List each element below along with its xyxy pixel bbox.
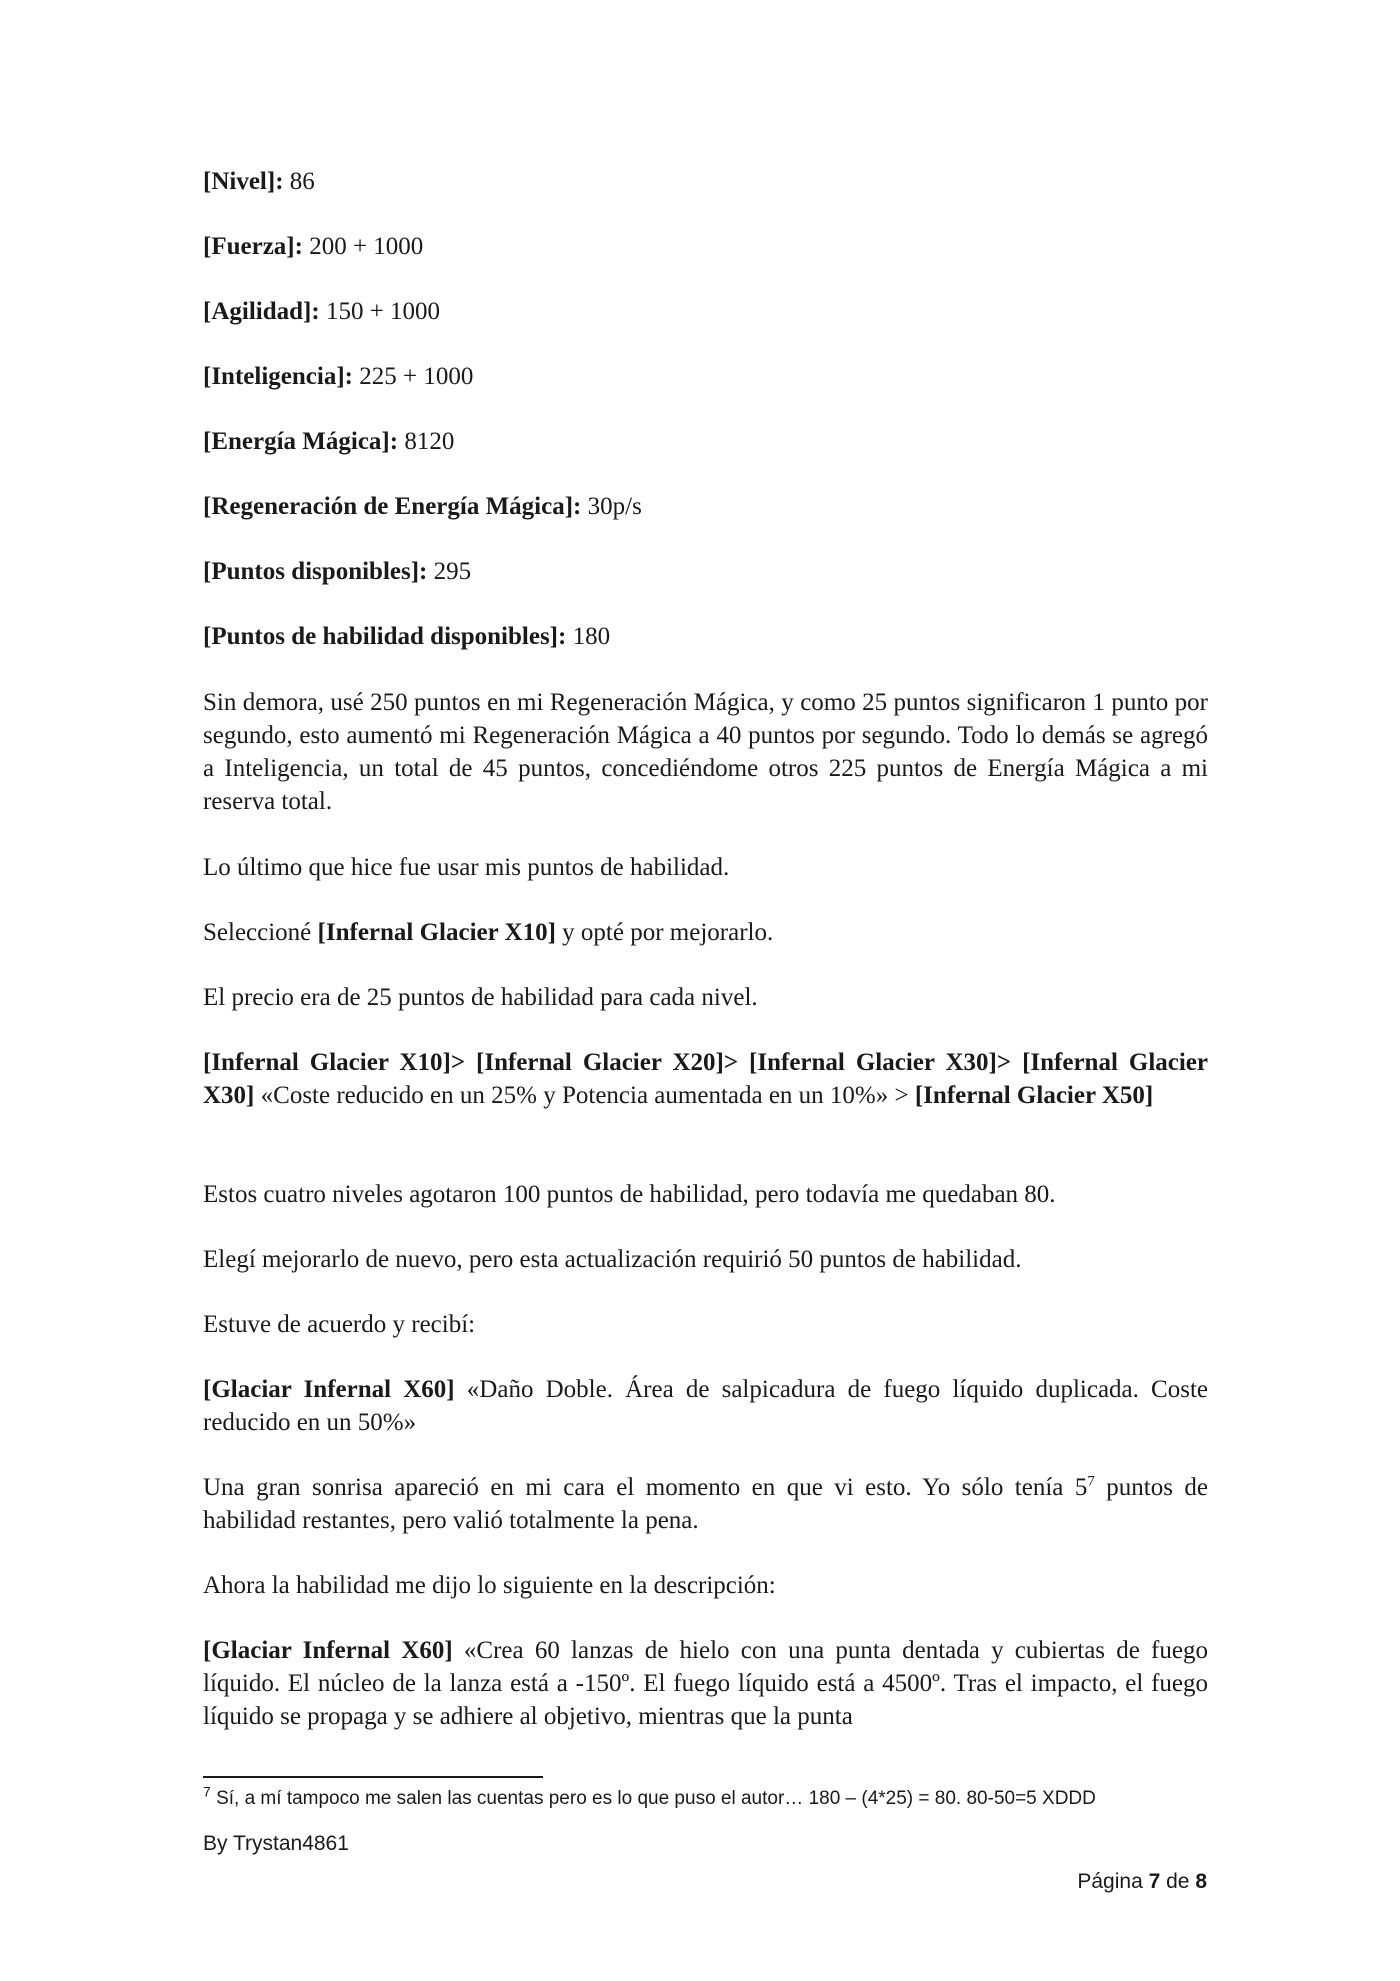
footnote-separator	[203, 1776, 543, 1778]
stat-puntos-disponibles: [Puntos disponibles]: 295	[203, 558, 472, 585]
footnote-reference: 7	[1087, 1473, 1095, 1490]
stat-puntos-habilidad: [Puntos de habilidad disponibles]: 180	[203, 623, 611, 650]
page-number: Página 7 de 8	[1077, 1870, 1207, 1893]
paragraph-acuerdo: Estuve de acuerdo y recibí:	[203, 1311, 476, 1338]
paragraph-glaciar-descripcion: [Glaciar Infernal X60] «Crea 60 lanzas de hielo con una punta dentada y cubiertas de fuego líquido. El núcleo de la lanza está a -150º. El fuego líquido está a 4500º. Tras el impacto, el fuego líquido se propaga y se adhiere al objetivo, mientras que la punta	[203, 1637, 1208, 1730]
stat-nivel: [Nivel]: 86	[203, 168, 315, 195]
author-byline: By Trystan4861	[203, 1832, 349, 1855]
stat-fuerza: [Fuerza]: 200 + 1000	[203, 233, 424, 260]
paragraph-descripcion: Ahora la habilidad me dijo lo siguiente en la descripción:	[203, 1572, 776, 1599]
paragraph-seleccion: Seleccioné [Infernal Glacier X10] y opté por mejorarlo.	[203, 919, 774, 946]
paragraph-actualizacion: Elegí mejorarlo de nuevo, pero esta actualización requirió 50 puntos de habilidad.	[203, 1246, 1022, 1273]
paragraph-glaciar-x60: [Glaciar Infernal X60] «Daño Doble. Área de salpicadura de fuego líquido duplicada. Coste reducido en un 50%»	[203, 1376, 1208, 1436]
paragraph-sonrisa: Una gran sonrisa apareció en mi cara el momento en que vi esto. Yo sólo tenía $5^7$ puntos de habilidad restantes, pero valió totalmente la pena.	[203, 1473, 1208, 1534]
footnote-mark: 7	[203, 1783, 211, 1800]
paragraph-puntos-habilidad: Lo último que hice fue usar mis puntos de habilidad.	[203, 854, 730, 881]
footnote	[203, 1783, 1096, 1812]
footnote-text: Sí, a mí tampoco me salen las cuentas pero es lo que puso el autor… 180 – (4*25) = 80. 80-50=5 XDDD	[210, 1788, 1096, 1809]
stat-inteligencia: [Inteligencia]: 225 + 1000	[203, 363, 474, 390]
paragraph-niveles: Estos cuatro niveles agotaron 100 puntos de habilidad, pero todavía me quedaban 80.	[203, 1181, 1056, 1208]
paragraph-precio: El precio era de 25 puntos de habilidad para cada nivel.	[203, 984, 758, 1011]
stat-energia-magica: [Energía Mágica]: 8120	[203, 428, 455, 455]
paragraph-mejoras: [Infernal Glacier X10]> [Infernal Glacier X20]> [Infernal Glacier X30]> [Infernal Glacier X30] «Coste reducido en un 25% y Potencia aumentada en un 10%» > [Infernal Glacier X50]	[203, 1049, 1208, 1109]
stat-regeneracion: [Regeneración de Energía Mágica]: 30p/s	[203, 493, 642, 520]
stat-agilidad: [Agilidad]: 150 + 1000	[203, 298, 441, 325]
paragraph-regeneracion: Sin demora, usé 250 puntos en mi Regeneración Mágica, y como 25 puntos significaron 1 punto por segundo, esto aumentó mi Regeneración Mágica a 40 puntos por segundo. Todo lo demás se agregó a Inteligencia, un total de 45 puntos, concediéndome otros 225 puntos de Energía Mágica a mi reserva total.	[203, 689, 1208, 815]
